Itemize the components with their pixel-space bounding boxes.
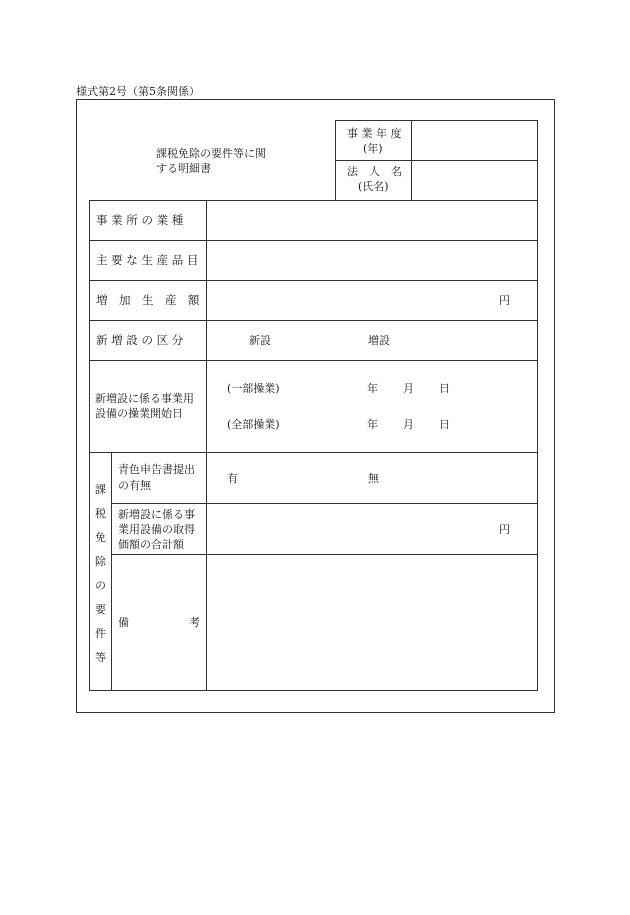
- corp-name-sub: (氏名): [358, 180, 389, 193]
- category-new-option[interactable]: 新設: [249, 334, 271, 347]
- full-day: 日: [439, 418, 450, 431]
- full-year: 年: [367, 418, 378, 431]
- partial-op-label: (一部操業): [227, 382, 280, 395]
- form-number: 様式第2号（第5条関係）: [76, 85, 200, 98]
- start-date-label-1: 新増設に係る事業用: [95, 392, 194, 405]
- title-line-1: 課税免除の要件等に関: [156, 147, 266, 160]
- partial-year: 年: [367, 382, 378, 395]
- production-increase-field[interactable]: [208, 282, 536, 319]
- start-date-label-2: 設備の操業開始日: [95, 407, 183, 420]
- category-label: 新 増 設 の 区 分: [96, 333, 184, 347]
- main-products-label: 主 要 な 生 産 品 目: [96, 253, 199, 267]
- yen-unit: 円: [499, 294, 510, 307]
- corp-name-label: 法 人 名: [347, 165, 402, 178]
- fiscal-year-label: 事 業 年 度: [347, 127, 402, 140]
- blue-return-yes[interactable]: 有: [227, 472, 238, 485]
- acquisition-label-1: 新増設に係る事: [118, 508, 195, 521]
- blue-return-label-2: の有無: [118, 479, 151, 492]
- fiscal-year-sub: (年): [363, 142, 383, 155]
- business-type-label: 事 業 所 の 業 種: [96, 213, 184, 227]
- full-month: 月: [403, 418, 414, 431]
- fiscal-year-field[interactable]: [413, 122, 535, 159]
- full-op-label: (全部操業): [227, 418, 280, 431]
- business-type-field[interactable]: [208, 202, 536, 239]
- remarks-label-1: 備: [118, 616, 129, 629]
- acquisition-label-3: 価額の合計額: [118, 538, 184, 551]
- remarks-field[interactable]: [208, 556, 536, 689]
- remarks-label-2: 考: [189, 616, 200, 629]
- partial-day: 日: [439, 382, 450, 395]
- acquisition-label-2: 業用設備の取得: [118, 523, 195, 536]
- production-increase-label: 増 加 生 産 額: [96, 293, 200, 307]
- acquisition-yen-unit: 円: [499, 523, 510, 536]
- title-line-2: する明細書: [156, 162, 211, 175]
- partial-month: 月: [403, 382, 414, 395]
- category-expand-option[interactable]: 増設: [368, 334, 390, 347]
- blue-return-no[interactable]: 無: [368, 472, 379, 485]
- blue-return-label-1: 青色申告書提出: [118, 463, 195, 476]
- main-products-field[interactable]: [208, 242, 536, 279]
- corp-name-field[interactable]: [413, 162, 535, 199]
- acquisition-field[interactable]: [208, 505, 536, 553]
